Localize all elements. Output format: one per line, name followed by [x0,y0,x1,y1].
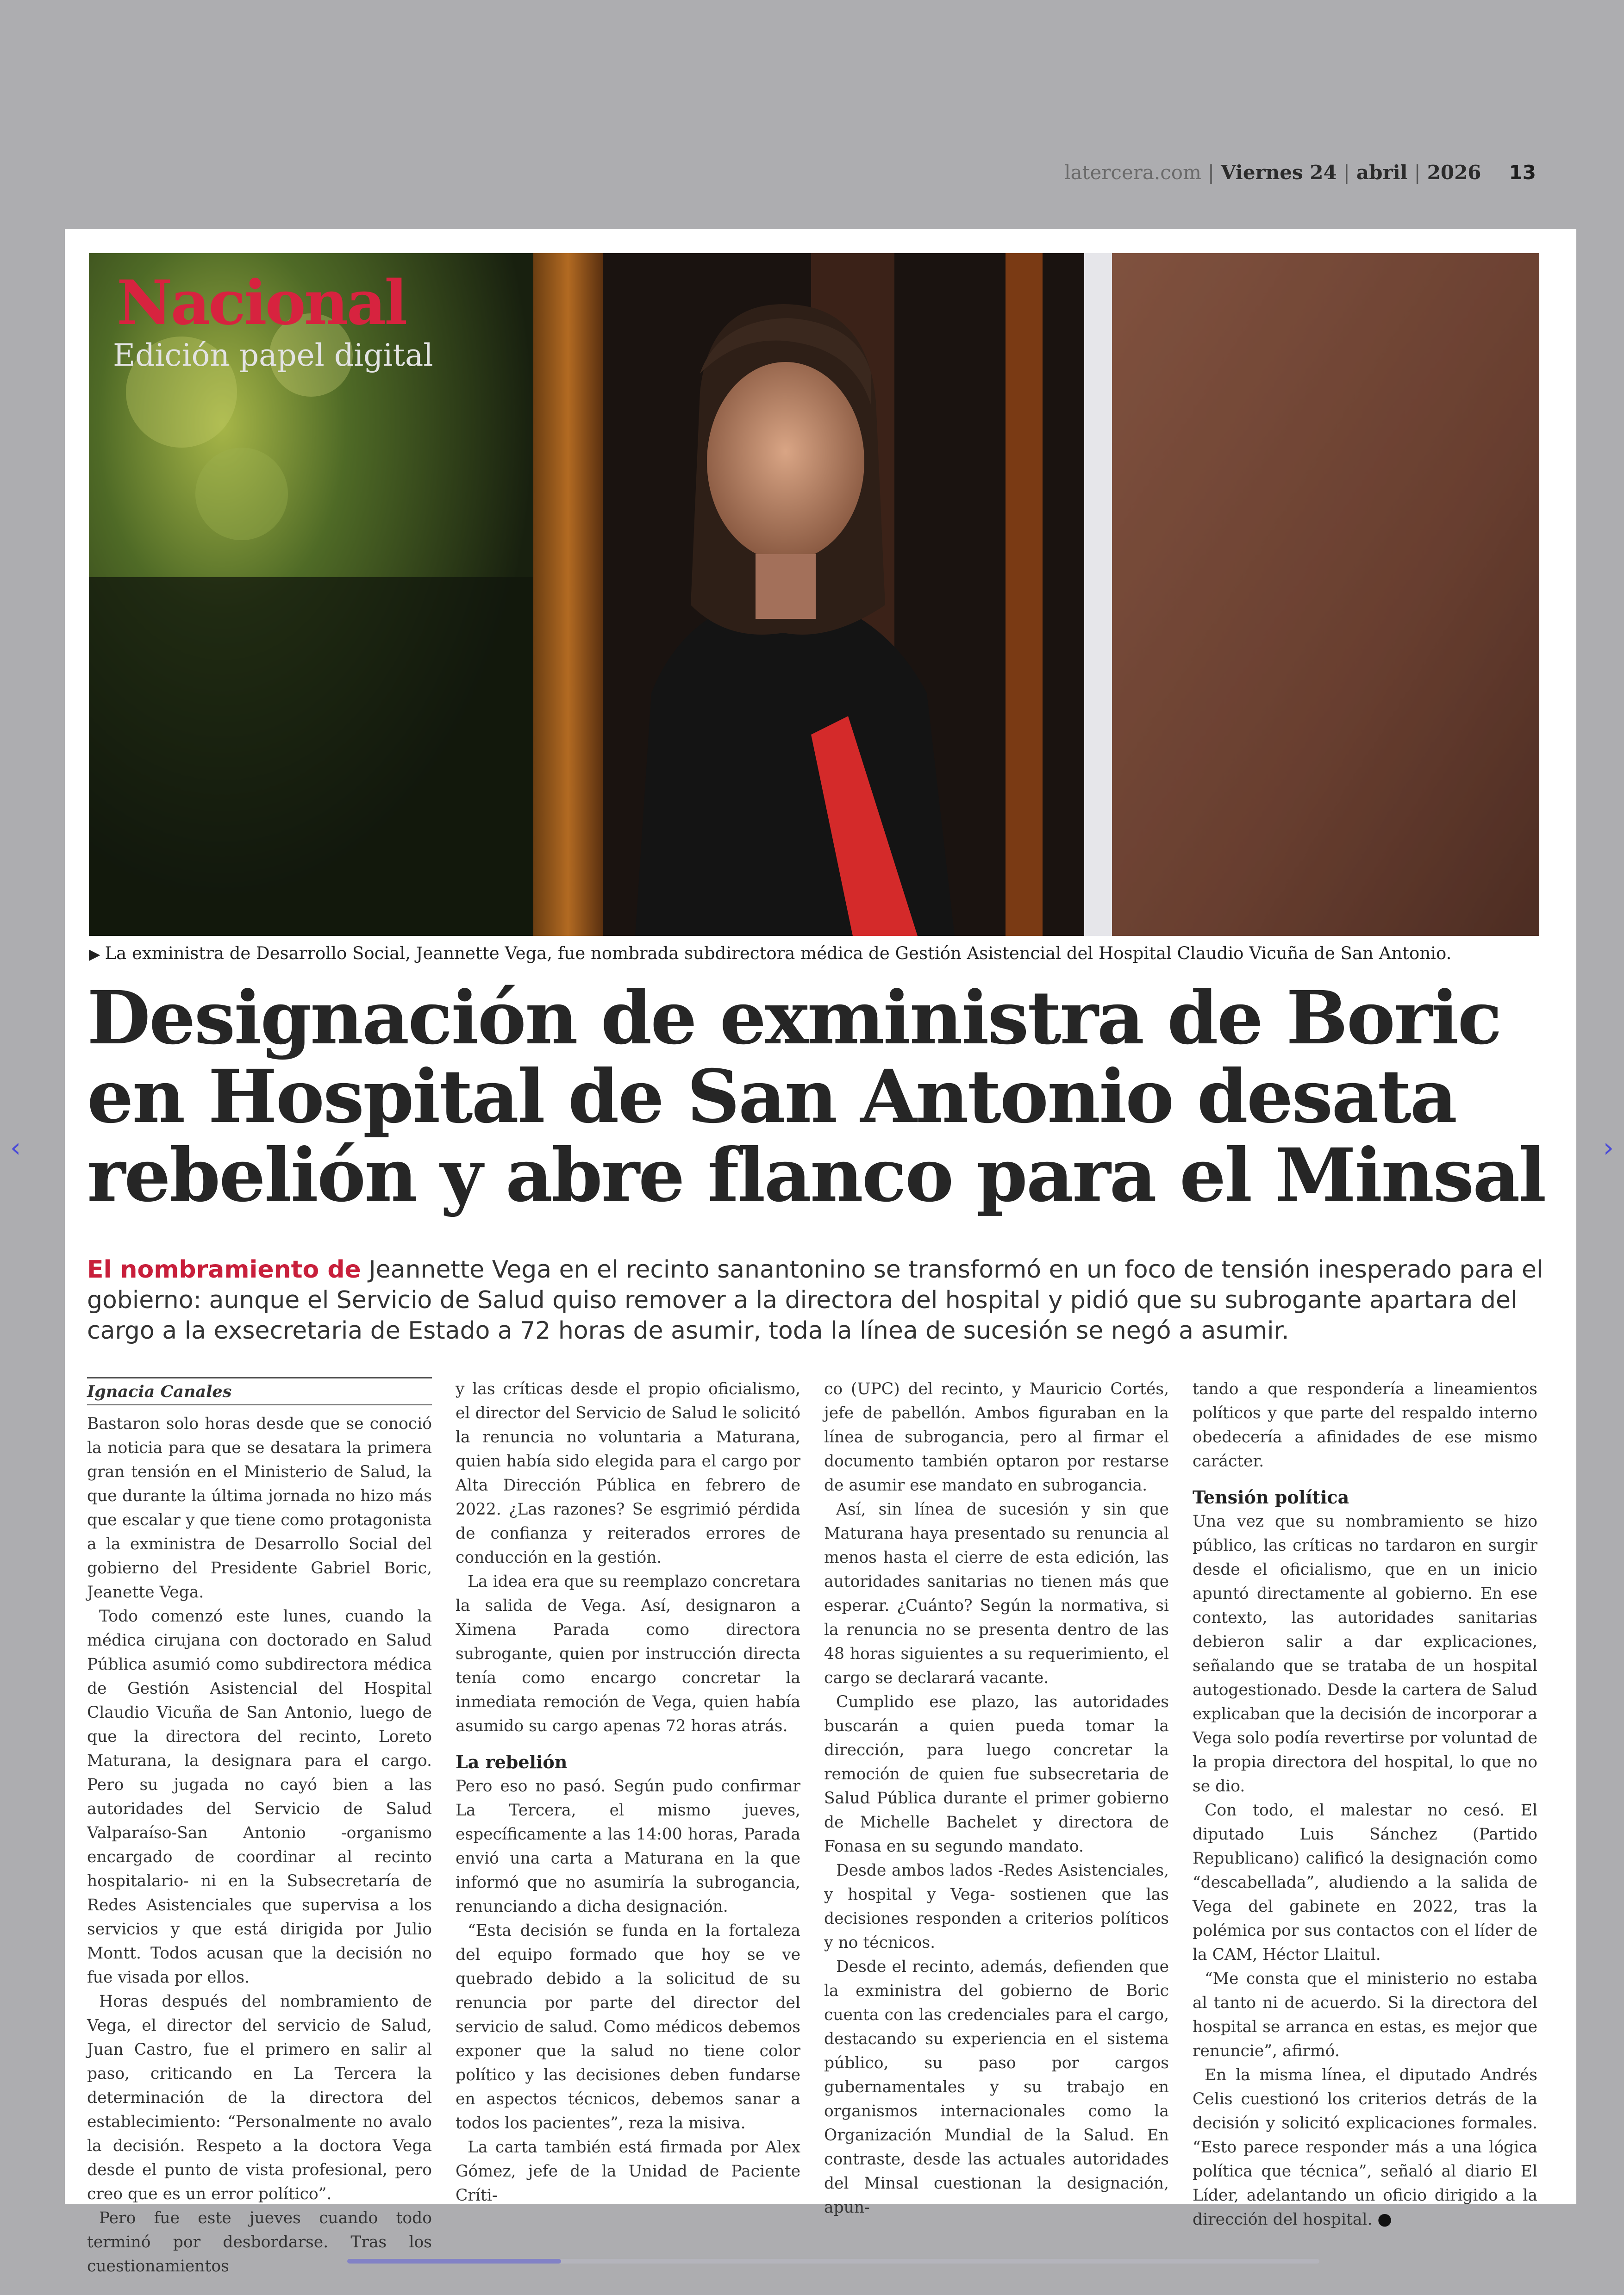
next-page-button[interactable]: › [1603,1132,1614,1163]
page-scrollbar-thumb[interactable] [347,2259,561,2264]
page-number: 13 [1509,161,1536,184]
article-column-1 [87,1377,432,2278]
deck-text: Jeannette Vega en el recinto sanantonino se transformó en un foco de tensión inesperado para el gobierno: aunque el Servicio de Salud quiso remover a la directora del hospital y pidió que su subrogante apartara del cargo a la exsecretaria de Estado a 72 horas de asumir, toda la línea de sucesión se negó a asumir. [87,1256,1543,1345]
paragraph: La carta también está firmada por Alex Gómez, jefe de la Unidad de Paciente Críti- [456,2138,800,2205]
paragraph: Pero eso no pasó. Según pudo confirmar La Tercera, el mismo jueves, específicamente a las 14:00 horas, Parada envió una carta a Maturana en la que informó que no asumiría la subrogancia, renunciando a dicha designación. [456,1777,800,1916]
paragraph: Cumplido ese plazo, las autoridades buscarán a quien pueda tomar la dirección, para luego concretar la remoción de quien fue subsecretaria de Salud Pública durante el primer gobierno de Michelle Bachelet y directora de Fonasa en su segundo mandato. [824,1693,1169,1856]
paragraph: y las críticas desde el propio oficialismo, el director del Servicio de Salud le solicitó la renuncia no voluntaria a Maturana, quien había sido elegida para el cargo por Alta Dirección Pública en febrero de 2022. ¿Las razones? Se esgrimió pérdida de confianza y reiterados errores de conducción en la gestión. [456,1380,800,1567]
subheading: Tensión política [1193,1487,1349,1508]
article-column-2 [456,1377,800,2208]
paragraph: Horas después del nombramiento de Vega, el director del servicio de Salud, Juan Castro, fue el primero en salir al paso, criticando en La Tercera la determinación de la directora del establecimiento: “Personalmente no avalo la decisión. Respeto a la doctora Vega desde el punto de vista profesional, pero creo que es un error político”. [87,1992,432,2203]
paragraph: co (UPC) del recinto, y Mauricio Cortés, jefe de pabellón. Ambos figuraban en la línea de subrogancia, pero al firmar el documento también optaron por restarse de asumir ese mandato en subrogancia. [824,1380,1169,1495]
header-date-day: Viernes 24 [1221,161,1337,184]
header-separator: | [1207,161,1215,184]
paragraph: Desde el recinto, además, defienden que la exministra del gobierno de Boric cuenta con las credenciales para el cargo, destacando su experiencia en el sistema público, su paso por cargos gubernamentales y su trabajo en organismos internacionales como la Organización Mundial de la Salud. En contraste, desde las actuales autoridades del Minsal cuestionan la designación, apun- [824,1958,1169,2217]
paragraph: Pero fue este jueves cuando todo terminó por desbordarse. Tras los cuestionamientos [87,2209,432,2276]
caption-text: La exministra de Desarrollo Social, Jeannette Vega, fue nombrada subdirectora médica de Gestión Asistencial del Hospital Claudio Vicuña de San Antonio. [105,943,1452,963]
paragraph: La idea era que su reemplazo concretara la salida de Vega. Así, designaron a Ximena Parada como directora subrogante, quien por instrucción directa tenía como encargo concretar la inmediata remoción de Vega, quien había asumido su cargo apenas 72 horas atrás. [456,1572,800,1735]
headline-line: rebelión y abre flanco para el Minsal [87,1133,1545,1218]
headline [87,975,1545,1218]
header-separator: | [1414,161,1421,184]
paragraph: Una vez que su nombramiento se hizo público, las críticas no tardaron en surgir desde el oficialismo, que en un inicio apuntó directamente al gobierno. En ese contexto, las autoridades sanitarias debieron salir a dar explicaciones, señalando que se trataba de un hospital autogestionado. Desde la cartera de Salud explicaban que la decisión de incorporar a Vega solo podía revertirse por voluntad de la propia directora del hospital, lo que no se dio. [1193,1512,1537,1796]
header-date-year: 2026 [1427,161,1481,184]
edition-label: Edición papel digital [113,337,433,373]
paragraph: Con todo, el malestar no cesó. El diputado Luis Sánchez (Partido Republicano) calificó la designación como “descabellada”, aludiendo a la salida de Vega del gabinete en 2022, tras la polémica por sus contactos con el líder de la CAM, Héctor Llaitul. [1193,1801,1537,1964]
paragraph-text: En la misma línea, el diputado Andrés Celis cuestionó los criterios detrás de la decisión y solicitó explicaciones formales. “Esto parece responder más a una lógica política que técnica”, señaló al diario El Líder, adelantando un oficio dirigido a la dirección del hospital. [1193,2066,1537,2229]
paragraph: tando a que respondería a lineamientos políticos y que parte del respaldo interno obedecería a afinidades de ese mismo carácter. [1193,1380,1537,1471]
subheading: La rebelión [456,1752,568,1772]
caption-arrow-icon: ▶ [89,945,100,963]
paragraph: Todo comenzó este lunes, cuando la médica cirujana con doctorado en Salud Pública asumió como subdirectora médica de Gestión Asistencial del Hospital Claudio Vicuña de San Antonio, luego de que la directora del recinto, Loreto Maturana, la designara para el cargo. Pero su jugada no cayó bien a las autoridades del Servicio de Salud Valparaíso-San Antonio -organismo encargado de coordinar al recinto hospitalario- ni en la Subsecretaría de Redes Asistenciales que supervisa a los servicios y que está dirigida por Julio Montt. Todos acusan que la decisión no fue visada por ellos. [87,1607,432,1987]
byline: Ignacia Canales [87,1377,432,1405]
section-title: Nacional [117,267,406,339]
end-mark-icon: ● [1377,2210,1392,2229]
page-header [1064,161,1536,184]
paragraph [1193,2063,1537,2232]
paragraph: Desde ambos lados -Redes Asistenciales, y hospital y Vega- sostienen que las decisiones responden a criterios políticos y no técnicos. [824,1861,1169,1952]
newspaper-page [65,229,1576,2276]
header-separator: | [1343,161,1350,184]
header-date-month: abril [1356,161,1408,184]
paragraph: “Esta decisión se funda en la fortaleza del equipo formado que hoy se ve quebrado debido a la solicitud de su renuncia por parte del director del servicio de salud. Como médicos debemos exponer que la salud no tiene color político y las decisiones deben fundarse en aspectos técnicos, debemos sanar a todos los pacientes”, reza la misiva. [456,1921,800,2133]
site-name[interactable]: latercera.com [1064,161,1201,184]
paragraph: Así, sin línea de sucesión y sin que Maturana haya presentado su renuncia al menos hasta el cierre de esta edición, las autoridades sanitarias no tienen más que esperar. ¿Cuánto? Según la normativa, si la renuncia no se presenta dentro de las 48 horas siguientes a su requerimiento, el cargo se declarará vacante. [824,1500,1169,1687]
photo-caption [89,943,1539,963]
article-column-3 [824,1377,1169,2220]
headline-line: en Hospital de San Antonio desata [87,1054,1456,1140]
deck-lead: El nombramiento de [87,1256,361,1284]
deck [87,1254,1550,1346]
paragraph: Bastaron solo horas desde que se conoció la noticia para que se desatara la primera gran tensión en el Ministerio de Salud, la que durante la última jornada no hizo más que escalar y que tiene como protagonista a la exministra de Desarrollo Social del gobierno del Presidente Gabriel Boric, Jeanette Vega. [87,1415,432,1602]
article-column-4 [1193,1377,1537,2232]
headline-line: Designación de exministra de Boric [87,975,1501,1061]
article-photo [89,253,1539,936]
paragraph: “Me consta que el ministerio no estaba al tanto ni de acuerdo. Si la directora del hospital se arranca en estas, es mejor que renuncie”, afirmó. [1193,1970,1537,2060]
previous-page-button[interactable]: ‹ [10,1132,21,1163]
